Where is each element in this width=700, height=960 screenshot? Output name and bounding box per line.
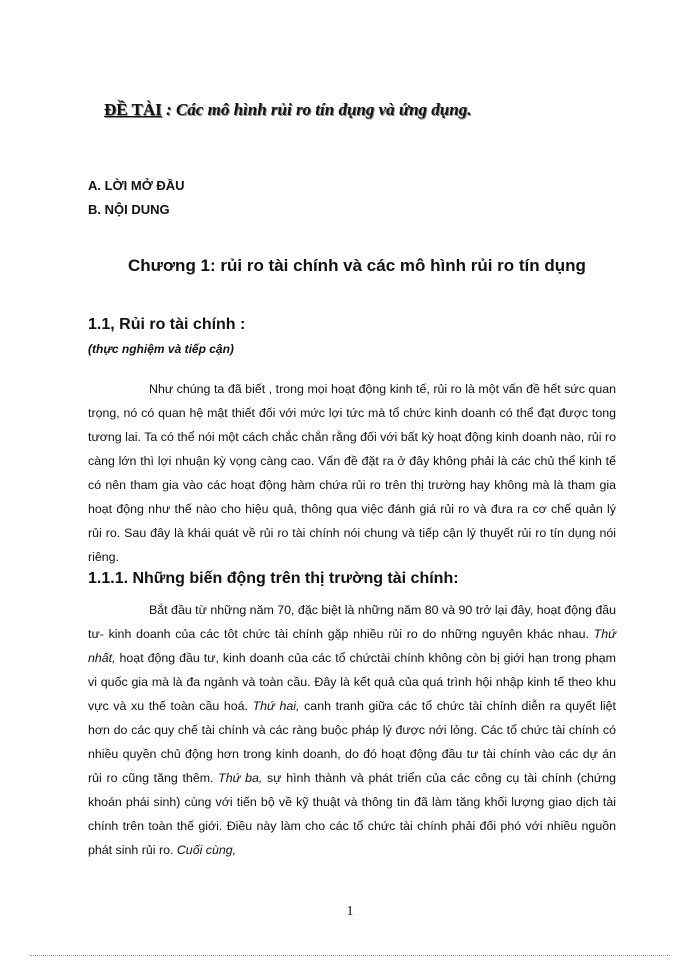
chapter-heading: Chương 1: rủi ro tài chính và các mô hình rủi ro tín dụng xyxy=(128,256,586,275)
paragraph-text-part: hoạt động đầu tư, kinh doanh của các tổ chứctài chính không còn bị giới hạn trong phạm vi quốc gia mà là đa ngành và toàn cầu. Đây là kết quả của quá trình hội nhập kinh tế theo khu vực và xu thế toàn cầu hoá. xyxy=(88,651,616,713)
section-heading-1-1-1: 1.1.1. Những biến động trên thị trường tài chính: xyxy=(88,570,459,587)
document-title xyxy=(104,100,624,120)
emphasis-third: Thứ ba, xyxy=(218,771,263,785)
paragraph-text-part: canh tranh giữa các tổ chức tài chính diễn ra quyết liệt hơn do các quy chế tài chính và các ràng buộc pháp lý được nới lỏng. Các tổ chức tài chính có nhiều quyền chủ động hơn trong kinh doanh, do đó hoạt động đầu tư tài chính vào các dự án rủi ro cũng tăng thêm. xyxy=(88,699,616,785)
title-prefix: ĐỀ TÀI xyxy=(104,100,162,119)
emphasis-first: Thứ nhất, xyxy=(88,627,616,665)
outline-item-content: B. NỘI DUNG xyxy=(88,202,170,217)
paragraph-market-changes xyxy=(88,598,616,862)
section-heading-1-1: 1.1, Rủi ro tài chính : xyxy=(88,316,246,333)
paragraph-text-part: sự hình thành và phát triển của các công cụ tài chính (chứng khoán phái sinh) cùng với tiến bộ về kỹ thuật và thông tin đã làm tăng khối lượng giao dịch tài chính trên toàn thế giới. Điều này làm cho các tổ chức tài chính phải đối phó với nhiều nguồn phát sinh rủi ro. xyxy=(88,771,616,857)
section-subheading-1-1: (thực nghiệm và tiếp cận) xyxy=(88,342,234,356)
title-text: : Các mô hình rủi ro tín dụng và ứng dụng. xyxy=(161,100,472,119)
paragraph-financial-risk: Như chúng ta đã biết , trong mọi hoạt động kinh tế, rủi ro là một vấn đề hết sức quan trọng, nó có quan hệ mật thiết đối với mức lợi tức mà tổ chức kinh doanh có thể đạt được tong tương lai. Ta có thể nói một cách chắc chắn rằng đối với bất kỳ hoạt động kinh doanh nào, rủi ro càng lớn thì lợi nhuận kỳ vọng càng cao. Vấn đề đặt ra ở đây không phải là các chủ thể kinh tế có nên tham gia vào các hoạt động hàm chứa rủi ro trên thị trường hay không mà là tham gia hoạt động như thế nào cho hiệu quả, thông qua việc đánh giá rủi ro và đưa ra cơ chế quản lý rủi ro. Sau đây là khái quát về rủi ro tài chính nói chung và tiếp cận lý thuyết rủi ro tín dụng nói riêng. xyxy=(88,382,616,564)
emphasis-finally: Cuối cùng, xyxy=(176,843,237,857)
page-bottom-divider xyxy=(30,955,670,956)
page-number: 1 xyxy=(346,904,354,919)
paragraph-text-part: Bắt đầu từ những năm 70, đặc biệt là những năm 80 và 90 trở lại đây, hoạt động đầu tư- kinh doanh của các tôt chức tài chính gặp nhiều rủi ro do những nguyên khác nhau. xyxy=(88,603,616,641)
emphasis-second: Thứ hai, xyxy=(252,699,300,713)
outline-item-intro: A. LỜI MỞ ĐẦU xyxy=(88,178,185,193)
